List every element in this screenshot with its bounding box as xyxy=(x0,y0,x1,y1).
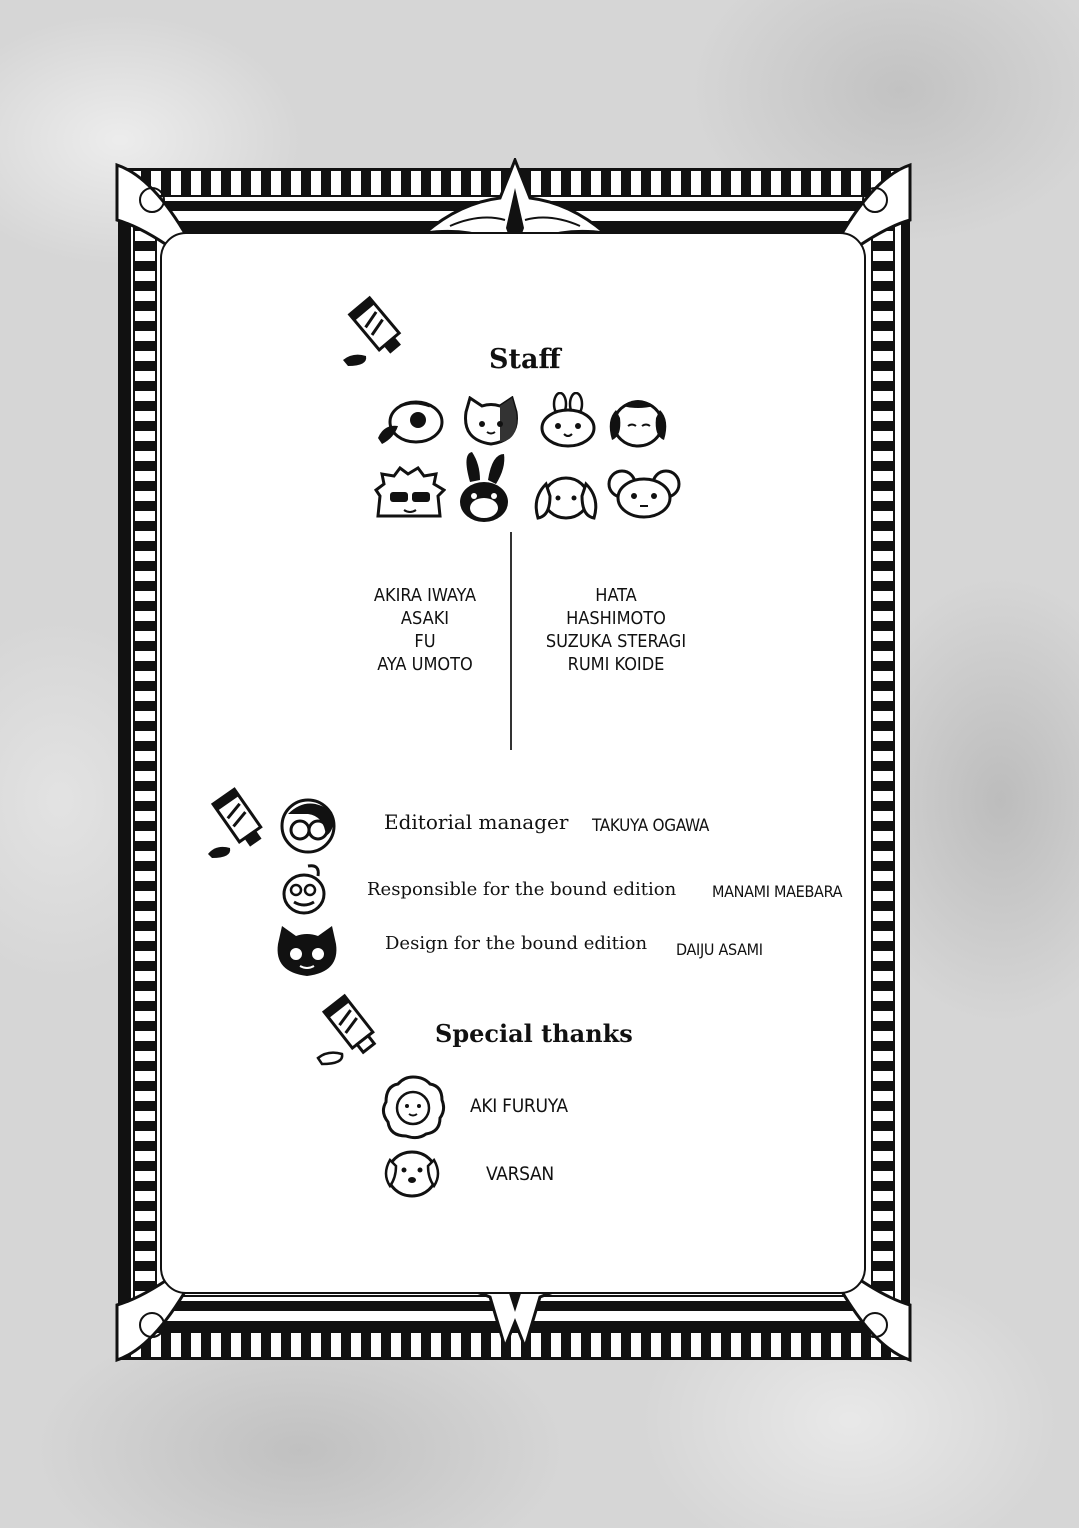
staff-heading: Staff xyxy=(489,344,561,375)
thanks-name: VARSAN xyxy=(486,1163,554,1185)
paint-tube-icon xyxy=(338,292,428,370)
thanks-name: AKI FURUYA xyxy=(470,1095,568,1117)
staff-name: HATA xyxy=(595,585,637,606)
credit-name: TAKUYA OGAWA xyxy=(592,816,710,836)
credit-name: DAIJU ASAMI xyxy=(676,940,763,959)
lion-face-icon xyxy=(380,1074,446,1140)
puppy-face-icon xyxy=(380,1146,442,1202)
staff-names-right xyxy=(522,584,710,676)
credits-panel xyxy=(160,232,866,1294)
credit-name: MANAMI MAEBARA xyxy=(712,882,843,901)
staff-name: FU xyxy=(414,631,436,652)
black-rabbit-face-icon xyxy=(456,450,512,524)
credit-role: Design for the bound edition xyxy=(385,933,648,954)
duck-face-icon xyxy=(280,862,330,916)
credit-role: Responsible for the bound edition xyxy=(367,879,677,900)
paint-tube-icon xyxy=(314,992,398,1068)
rabbit-face-icon xyxy=(538,392,598,448)
credit-role: Editorial manager xyxy=(384,810,569,834)
staff-name: SUZUKA STERAGI xyxy=(545,631,687,652)
lop-rabbit-face-icon xyxy=(532,468,600,522)
hedgehog-face-icon xyxy=(374,466,446,522)
staff-divider xyxy=(510,532,512,750)
paint-tube-icon xyxy=(204,786,284,862)
staff-name: ASAKI xyxy=(400,608,450,629)
bird-face-icon xyxy=(374,398,446,450)
glasses-face-icon xyxy=(278,796,340,854)
cat-face-icon xyxy=(460,396,522,448)
special-thanks-heading: Special thanks xyxy=(435,1019,633,1048)
staff-name: RUMI KOIDE xyxy=(567,654,665,675)
staff-name: HASHIMOTO xyxy=(566,608,666,629)
dog-face-icon xyxy=(604,396,672,450)
mouse-face-icon xyxy=(606,468,682,520)
staff-name: AKIRA IWAYA xyxy=(373,585,477,606)
black-cat-face-icon xyxy=(274,924,340,978)
staff-name: AYA UMOTO xyxy=(377,654,473,675)
staff-names-left xyxy=(352,584,498,676)
